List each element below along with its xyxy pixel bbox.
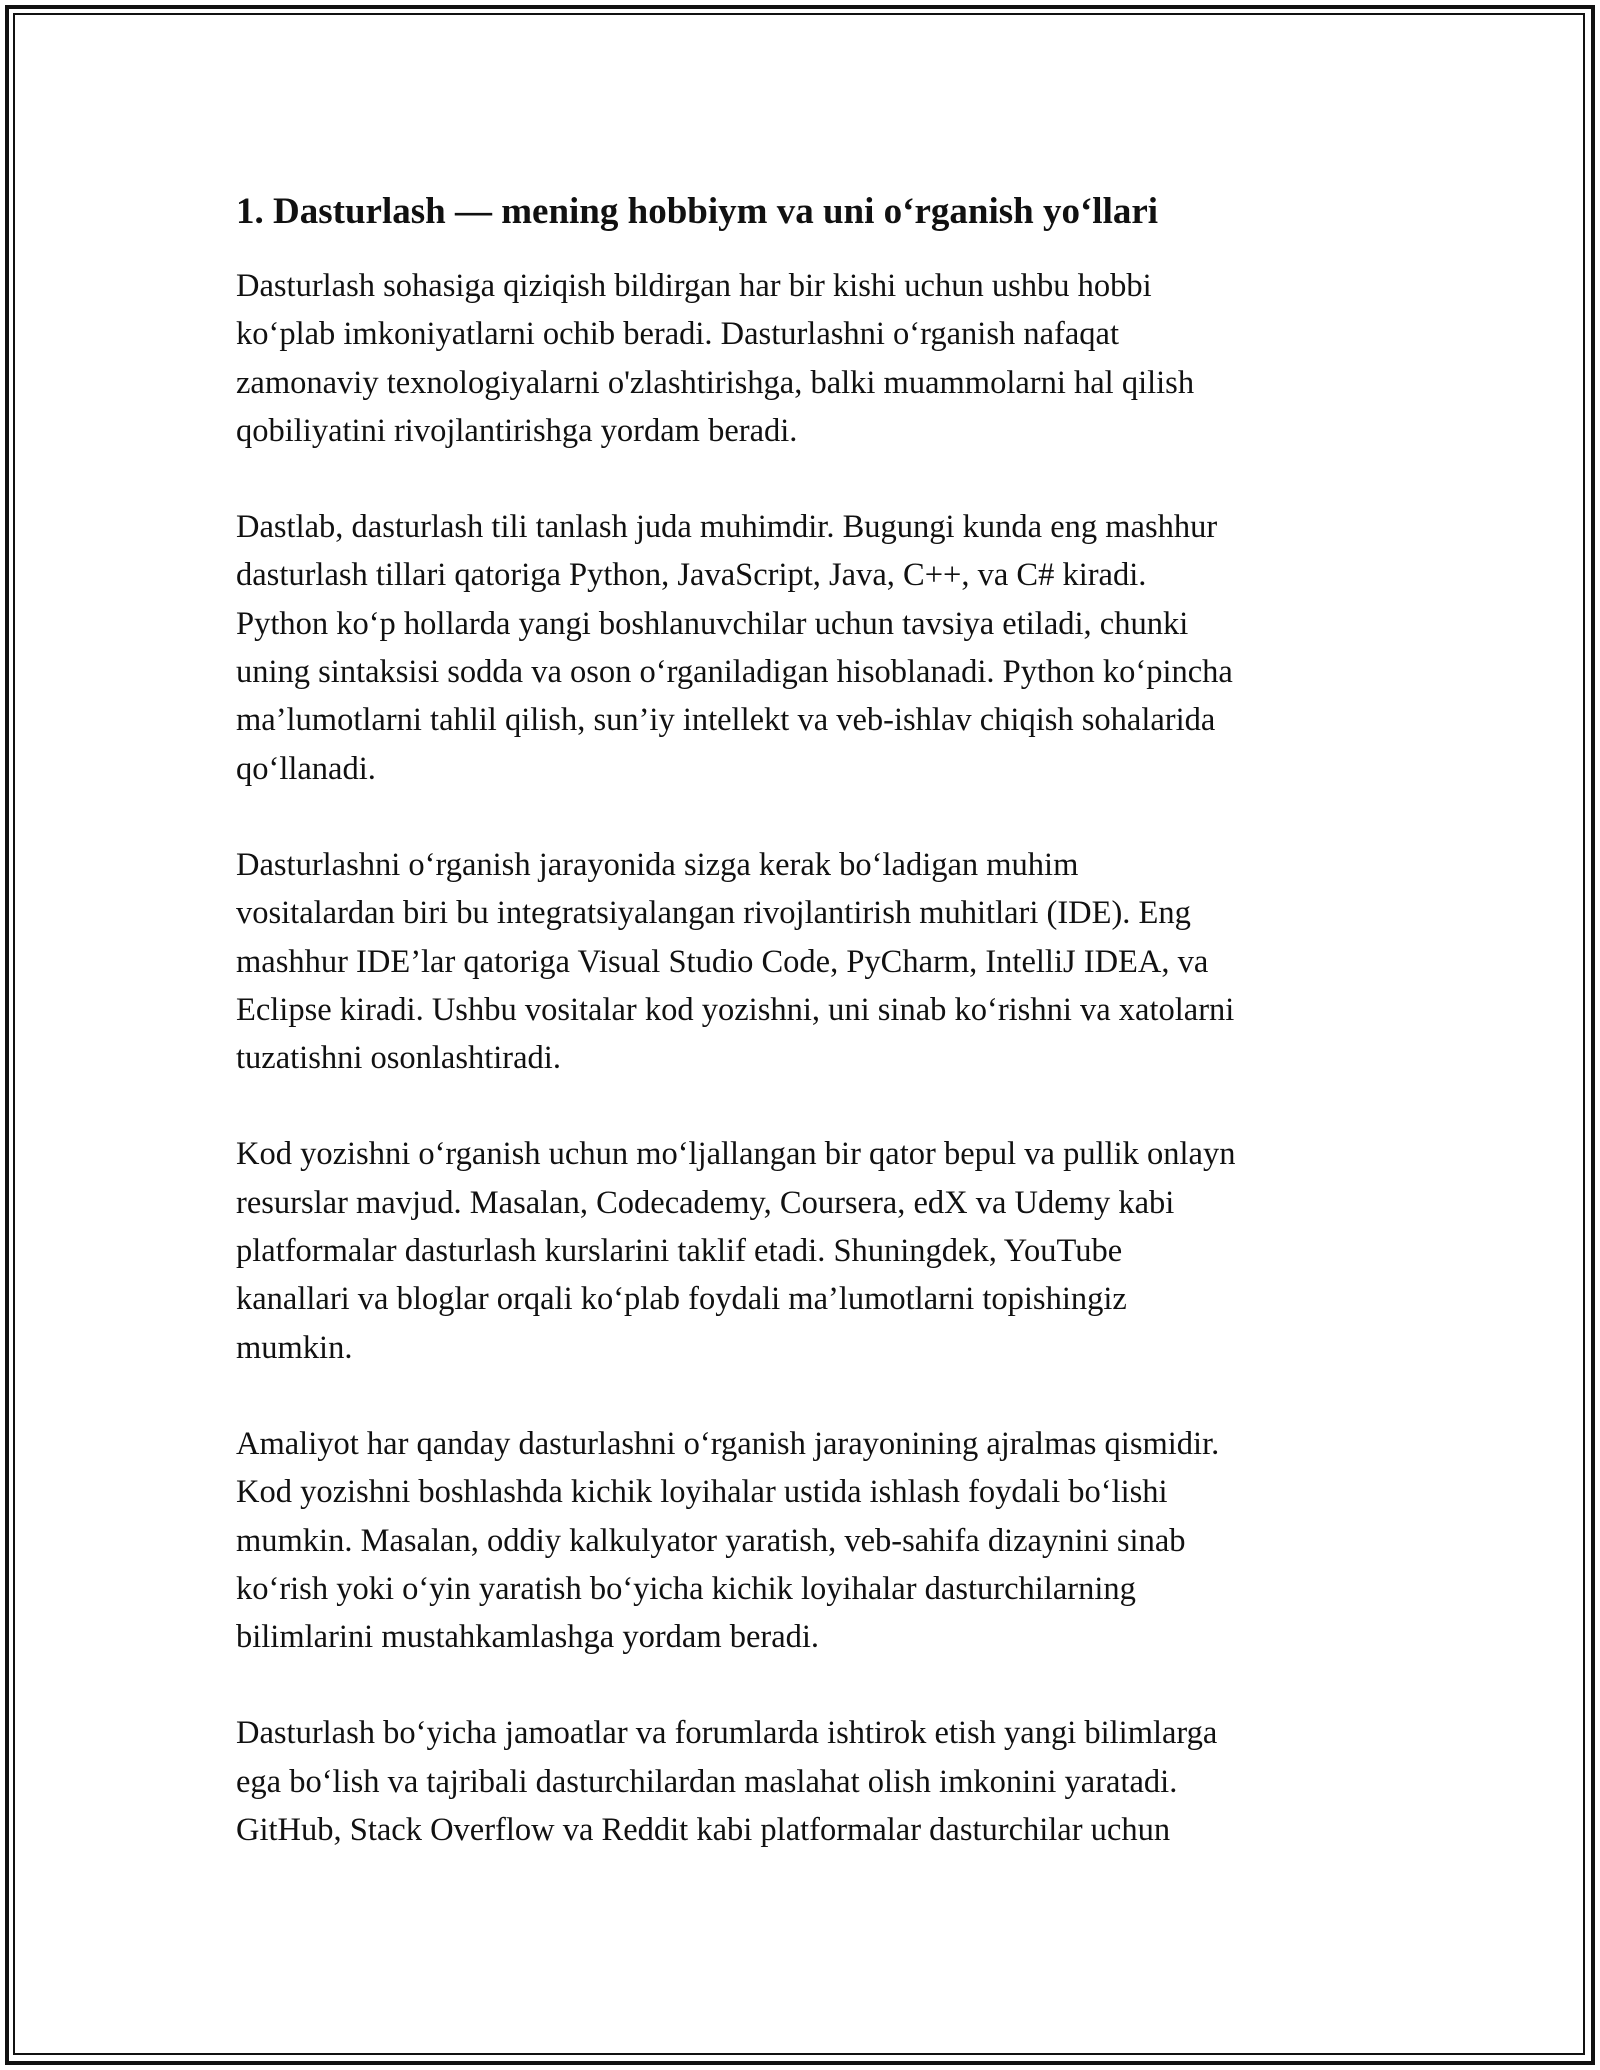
- paragraph-resources: [236, 1130, 1376, 1371]
- text-line: Dasturlash bo‘yicha jamoatlar va forumlarda ishtirok etish yangi bilimlarga: [236, 1715, 1218, 1752]
- text-line: ega bo‘lish va tajribali dasturchilardan maslahat olish imkonini yaratadi.: [236, 1763, 1178, 1800]
- text-line: Dasturlash sohasiga qiziqish bildirgan har bir kishi uchun ushbu hobbi: [236, 268, 1152, 304]
- text-line: qobiliyatini rivojlantirishga yordam beradi.: [236, 412, 798, 449]
- text-line: ko‘rish yoki o‘yin yaratish bo‘yicha kichik loyihalar dasturchilarning: [236, 1570, 1136, 1607]
- text-line: tuzatishni osonlashtiradi.: [236, 1040, 561, 1077]
- text-line: Eclipse kiradi. Ushbu vositalar kod yozishni, uni sinab ko‘rishni va xatolarni: [236, 991, 1235, 1028]
- text-line: Dastlab, dasturlash tili tanlash juda muhimdir. Bugungi kunda eng mashhur: [236, 509, 1218, 546]
- text-line: Dasturlashni o‘rganish jarayonida sizga kerak bo‘ladigan muhim: [236, 846, 1079, 883]
- text-line: mumkin.: [236, 1329, 353, 1366]
- paragraph-intro: [236, 262, 1376, 455]
- text-line: Kod yozishni boshlashda kichik loyihalar ustida ishlash foydali bo‘lishi: [236, 1474, 1168, 1511]
- text-line: platformalar dasturlash kurslarini taklif etadi. Shuningdek, YouTube: [236, 1233, 1123, 1270]
- section-heading: 1. Dasturlash — mening hobbiym va uni o‘rganish yo‘llari: [236, 191, 1159, 232]
- paragraph-communities: [236, 1709, 1376, 1854]
- text-line: ko‘plab imkoniyatlarni ochib beradi. Dasturlashni o‘rganish nafaqat: [236, 316, 1119, 353]
- text-line: resurslar mavjud. Masalan, Codecademy, Coursera, edX va Udemy kabi: [236, 1184, 1175, 1221]
- text-line: bilimlarini mustahkamlashga yordam beradi.: [236, 1619, 820, 1656]
- paragraph-practice: [236, 1420, 1376, 1661]
- text-line: mashhur IDE’lar qatoriga Visual Studio Code, PyCharm, IntelliJ IDEA, va: [236, 943, 1209, 980]
- text-line: kanallari va bloglar orqali ko‘plab foydali ma’lumotlarni topishingiz: [236, 1281, 1127, 1318]
- text-line: Kod yozishni o‘rganish uchun mo‘ljallangan bir qator bepul va pullik onlayn: [236, 1136, 1236, 1173]
- text-line: dasturlash tillari qatoriga Python, JavaScript, Java, C++, va C# kiradi.: [236, 557, 1147, 594]
- document-body: [236, 188, 1376, 1854]
- text-line: GitHub, Stack Overflow va Reddit kabi platformalar dasturchilar uchun: [236, 1812, 1171, 1849]
- text-line: ma’lumotlarni tahlil qilish, sun’iy intellekt va veb-ishlav chiqish sohalarida: [236, 702, 1216, 739]
- paragraph-ide: [236, 841, 1376, 1082]
- text-line: Python ko‘p hollarda yangi boshlanuvchilar uchun tavsiya etiladi, chunki: [236, 605, 1189, 642]
- paragraph-languages: [236, 503, 1376, 793]
- text-line: zamonaviy texnologiyalarni o'zlashtirishga, balki muammolarni hal qilish: [236, 364, 1195, 401]
- text-line: Amaliyot har qanday dasturlashni o‘rganish jarayonining ajralmas qismidir.: [236, 1425, 1220, 1462]
- text-line: qo‘llanadi.: [236, 750, 376, 787]
- text-line: uning sintaksisi sodda va oson o‘rganiladigan hisoblanadi. Python ko‘pincha: [236, 654, 1233, 691]
- text-line: vositalardan biri bu integratsiyalangan rivojlantirish muhitlari (IDE). Eng: [236, 895, 1191, 932]
- text-line: mumkin. Masalan, oddiy kalkulyator yaratish, veb-sahifa dizaynini sinab: [236, 1522, 1186, 1559]
